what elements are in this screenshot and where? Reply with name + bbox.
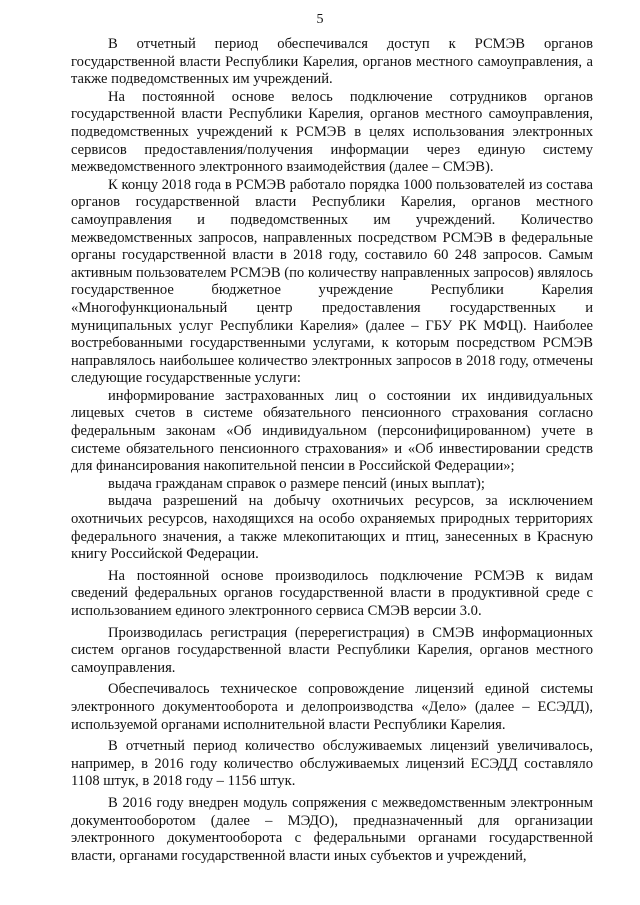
paragraph-8: Производилась регистрация (перерегистрация) в СМЭВ информационных систем органов государственной власти Республики Карелия, органов местного самоуправления. xyxy=(71,624,593,676)
document-body xyxy=(71,36,593,865)
paragraph-10: В отчетный период количество обслуживаемых лицензий увеличивалось, например, в 2016 году количество обслуживаемых лицензий ЕСЭДД составляло 1108 штук, в 2018 году – 1156 штук. xyxy=(71,738,593,790)
paragraph-4: информирование застрахованных лиц о состоянии их индивидуальных лицевых счетов в системе обязательного пенсионного страхования согласно федеральным законам «Об индивидуальном (персонифицированном) учете в системе обязательного пенсионного страхования» и «Об инвестировании средств для финансирования накопительной пенсии в Российской Федерации»; xyxy=(71,387,593,475)
paragraph-3: К концу 2018 года в РСМЭВ работало порядка 1000 пользователей из состава органов государственной власти Республики Карелия, органов местного самоуправления и подведомственных им учреждений. Количество межведомственных запросов, направленных посредством РСМЭВ в федеральные органы государственной власти в 2018 году, составило 60 248 запросов. Самым активным пользователем РСМЭВ (по количеству направленных запросов) являлось государственное бюджетное учреждение Республики Карелия «Многофункциональный центр предоставления государственных и муниципальных услуг Республики Карелия» (далее – ГБУ РК МФЦ). Наиболее востребованными государственными услугами, к которым посредством РСМЭВ направлялось наибольшее количество электронных запросов в 2018 году, отмечены следующие государственные услуги: xyxy=(71,176,593,387)
paragraph-6: выдача разрешений на добычу охотничьих ресурсов, за исключением охотничьих ресурсов, находящихся на особо охраняемых природных территориях федерального значения, а также млекопитающих и птиц, занесенных в Красную книгу Российской Федерации. xyxy=(71,493,593,563)
paragraph-7: На постоянной основе производилось подключение РСМЭВ к видам сведений федеральных органов государственной власти в продуктивной среде с использованием единого электронного сервиса СМЭВ версии 3.0. xyxy=(71,567,593,619)
paragraph-9: Обеспечивалось техническое сопровождение лицензий единой системы электронного документооборота и делопроизводства «Дело» (далее – ЕСЭДД), используемой органами исполнительной власти Республики Карелия. xyxy=(71,681,593,733)
page-number: 5 xyxy=(316,12,324,27)
paragraph-11: В 2016 году внедрен модуль сопряжения с межведомственным электронным документооборотом (далее – МЭДО), предназначенный для организации электронного документооборота с федеральными органами государственной власти, органами государственной власти иных субъектов и учреждений, xyxy=(71,794,593,864)
paragraph-5: выдача гражданам справок о размере пенсий (иных выплат); xyxy=(108,475,485,492)
paragraph-2: На постоянной основе велось подключение сотрудников органов государственной власти Республики Карелия, органов местного самоуправления, подведомственных учреждений к РСМЭВ в целях использования электронных сервисов предоставления/получения информации через единую систему межведомственного электронного взаимодействия (далее – СМЭВ). xyxy=(71,88,593,176)
paragraph-1: В отчетный период обеспечивался доступ к РСМЭВ органов государственной власти Республики Карелия, органов местного самоуправления, а также подведомственных им учреждений. xyxy=(71,36,593,88)
